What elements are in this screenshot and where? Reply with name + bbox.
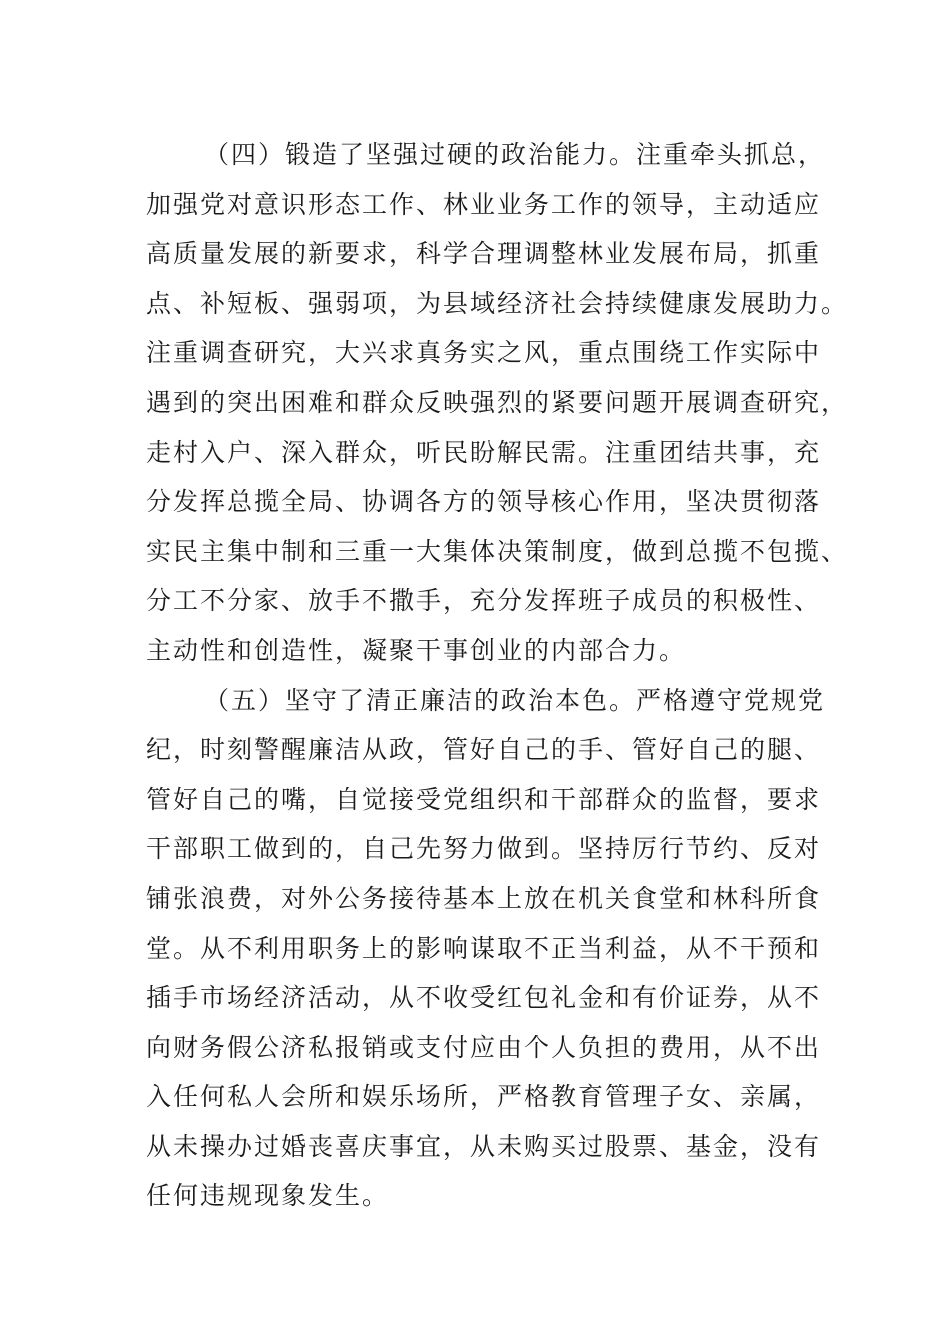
text-line: 走村入户、深入群众，听民盼解民需。注重团结共事，充 — [146, 437, 822, 467]
document-body — [146, 130, 849, 1221]
text-line: 纪，时刻警醒廉洁从政，管好自己的手、管好自己的腿、 — [146, 735, 822, 765]
text-line: 实民主集中制和三重一大集体决策制度，做到总揽不包揽、 — [146, 536, 849, 566]
text-line: （五）坚守了清正廉洁的政治本色。严格遵守党规党 — [204, 685, 826, 715]
text-line: （四）锻造了坚强过硬的政治能力。注重牵头抓总， — [204, 140, 826, 169]
text-line: 任何违规现象发生。 — [146, 1181, 390, 1211]
text-line: 从未操办过婚丧喜庆事宜，从未购买过股票、基金，没有 — [146, 1131, 822, 1161]
text-line: 注重调查研究，大兴求真务实之风，重点围绕工作实际中 — [146, 338, 822, 368]
text-line: 点、补短板、强弱项，为县域经济社会持续健康发展助力。 — [146, 288, 849, 318]
text-line: 插手市场经济活动，从不收受红包礼金和有价证券，从不 — [146, 983, 822, 1013]
text-line: 入任何私人会所和娱乐场所，严格教育管理子女、亲属， — [146, 1082, 822, 1112]
text-line: 加强党对意识形态工作、林业业务工作的领导，主动适应 — [146, 189, 822, 219]
text-line: 分工不分家、放手不撒手，充分发挥班子成员的积极性、 — [146, 586, 822, 616]
text-line: 分发挥总揽全局、协调各方的领导核心作用，坚决贯彻落 — [146, 487, 822, 517]
paragraph-4 — [146, 130, 849, 676]
text-line: 高质量发展的新要求，科学合理调整林业发展布局，抓重 — [146, 239, 822, 269]
text-line: 管好自己的嘴，自觉接受党组织和干部群众的监督，要求 — [146, 784, 822, 814]
text-line: 向财务假公济私报销或支付应由个人负担的费用，从不出 — [146, 1032, 822, 1062]
paragraph-5 — [146, 676, 826, 1222]
text-line: 堂。从不利用职务上的影响谋取不正当利益，从不干预和 — [146, 933, 822, 963]
text-line: 铺张浪费，对外公务接待基本上放在机关食堂和林科所食 — [146, 883, 822, 913]
text-line: 遇到的突出困难和群众反映强烈的紧要问题开展调查研究， — [146, 387, 849, 417]
text-line: 主动性和创造性，凝聚干事创业的内部合力。 — [146, 635, 687, 665]
text-line: 干部职工做到的，自己先努力做到。坚持厉行节约、反对 — [146, 834, 822, 864]
